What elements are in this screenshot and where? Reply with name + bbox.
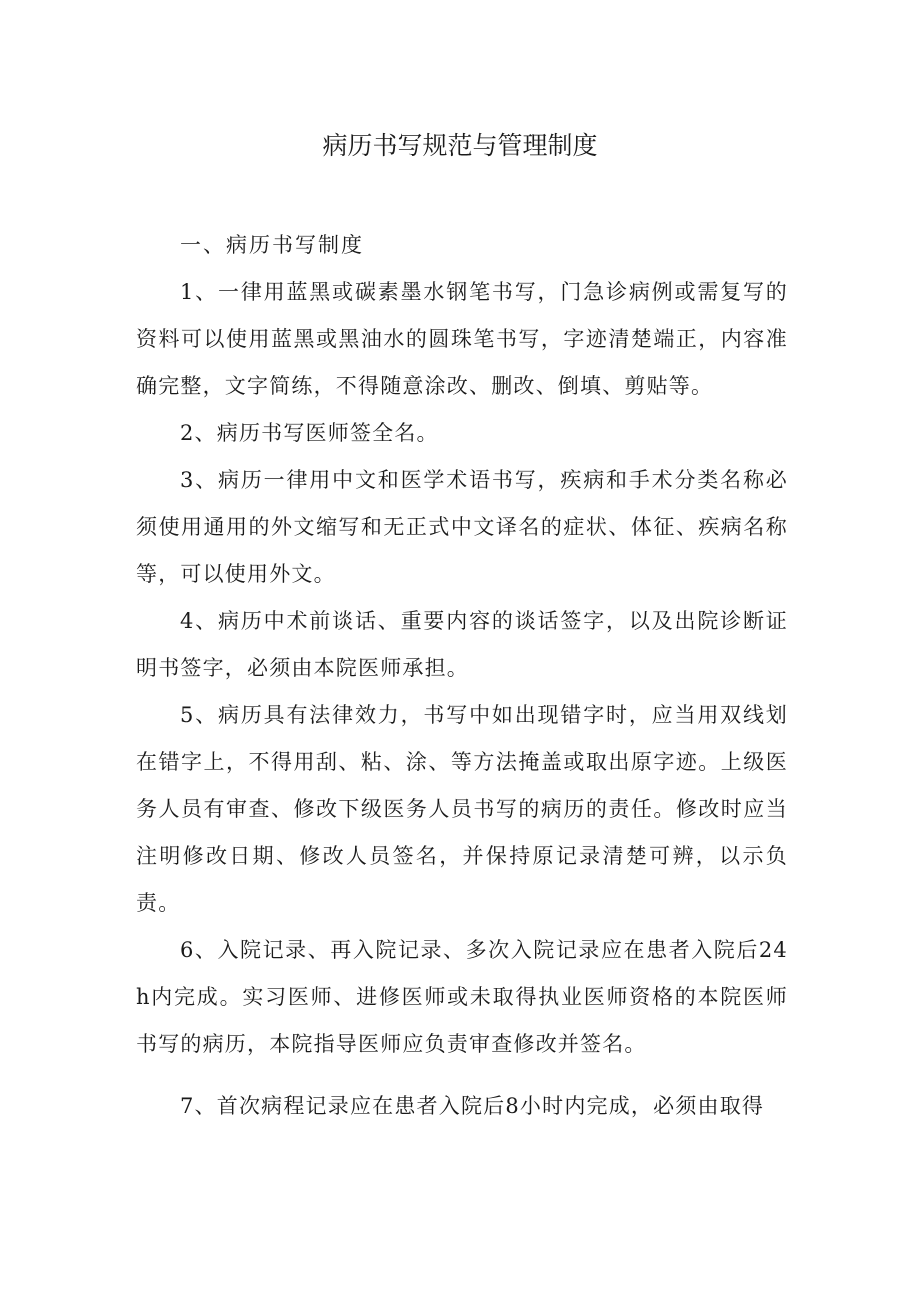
paragraph-3: 3、病历一律用中文和医学术语书写，疾病和手术分类名称必须使用通用的外文缩写和无正式中文译名的症状、体征、疾病名称等，可以使用外文。 xyxy=(136,468,788,586)
document-body xyxy=(136,222,788,1130)
paragraph-1: 1、一律用蓝黑或碳素墨水钢笔书写，门急诊病例或需复写的资料可以使用蓝黑或黑油水的圆珠笔书写，字迹清楚端正，内容准确完整，文字简练，不得随意涂改、删改、倒填、剪贴等。 xyxy=(136,280,788,398)
paragraph-4: 4、病历中术前谈话、重要内容的谈话签字，以及出院诊断证明书签字，必须由本院医师承担。 xyxy=(136,609,788,680)
paragraph-5: 5、病历具有法律效力，书写中如出现错字时，应当用双线划在错字上，不得用刮、粘、涂、等方法掩盖或取出原字迹。上级医务人员有审查、修改下级医务人员书写的病历的责任。修改时应当注明修改日期、修改人员签名，并保持原记录清楚可辨，以示负责。 xyxy=(136,703,788,915)
section-heading: 一、病历书写制度 xyxy=(180,233,364,257)
document-title: 病历书写规范与管理制度 xyxy=(322,131,598,160)
paragraph-2: 2、病历书写医师签全名。 xyxy=(180,421,439,445)
paragraph-7: 7、首次病程记录应在患者入院后8小时内完成，必须由取得 xyxy=(180,1094,765,1118)
paragraph-6: 6、入院记录、再入院记录、多次入院记录应在患者入院后24h内完成。实习医师、进修医师或未取得执业医师资格的本院医师书写的病历，本院指导医师应负责审查修改并签名。 xyxy=(136,938,788,1056)
